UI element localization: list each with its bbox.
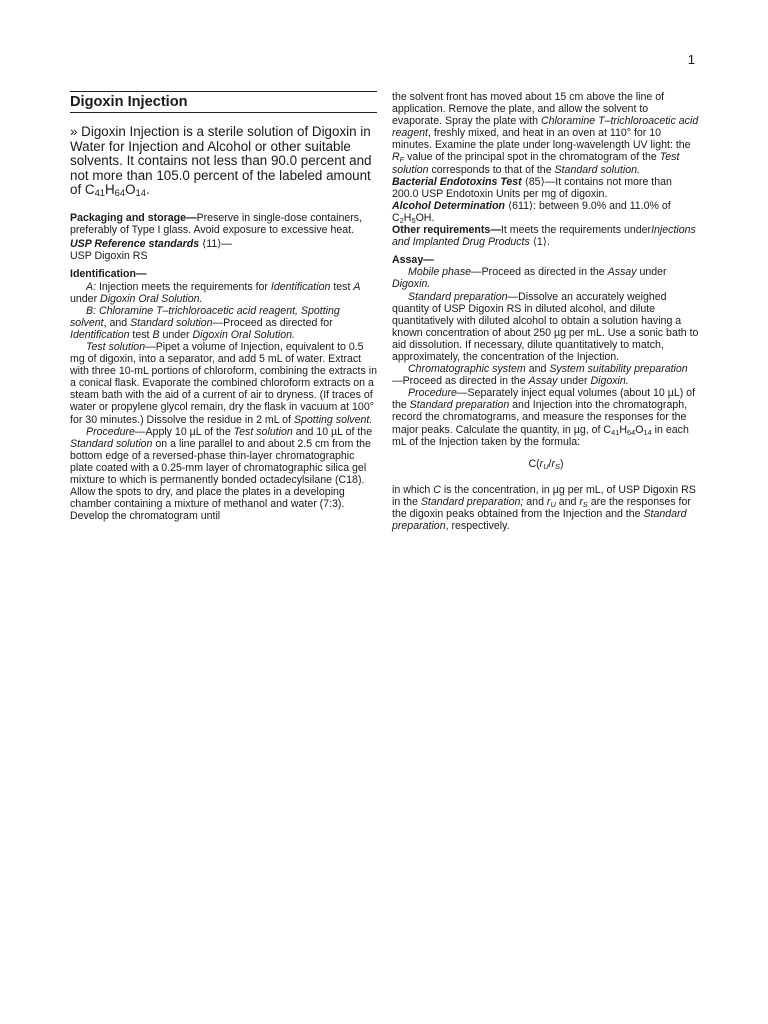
alcohol-determination: Alcohol Determination ⟨611⟩: between 9.0% and 11.0% of $C_2H_5OH$.: [392, 199, 671, 225]
assay-formula: $C(r_U/r_S)$: [528, 457, 564, 471]
test-solution-paragraph: Test solution—Pipet a volume of Injection, equivalent to 0.5 mg of digoxin, into a separator, and add 5 mL of water. Extract with three 10-mL portions of chloroform, combining the extracts in a conical flask. Evaporate the combined chloroform extracts on a steam bath with the aid of a current of air to dryness. (If traces of water or propylene glycol remain, dry the flask in vacuum at 100° for 30 minutes.) Dissolve the residue in 2 mL of Spotting solvent.: [70, 341, 377, 426]
bacterial-endotoxins-test: Bacterial Endotoxins Test ⟨85⟩—It contains not more than 200.0 USP Endotoxin Units per mg of digoxin.: [392, 175, 672, 200]
right-column: [392, 91, 700, 532]
procedure-paragraph: Procedure—Apply 10 µL of the Test solution and 10 µL of the Standard solution on a line parallel to and about 2.5 cm from the bottom edge of a reversed-phase thin-layer chromatographic plate coated with a 0.25-mm layer of chromatographic silica gel mixture to which is permanently bonded octadecylsilane (C18). Allow the spots to dry, and place the plates in a developing chamber containing a mixture of methanol and water (7:3). Develop the chromatogram until: [70, 425, 373, 523]
packaging-and-storage: Packaging and storage—Preserve in single-dose containers, preferably of Type I glass. Avoid exposure to excessive heat.: [70, 212, 363, 237]
formula-explanation: in which C is the concentration, in µg per mL, of USP Digoxin RS in the Standard preparation; and $r_U$ and $r_S$ are the responses for the digoxin peaks obtained from the Injection and the Standard preparation, respectively.: [392, 483, 696, 533]
assay-procedure-paragraph: Procedure—Separately inject equal volumes (about 10 µL) of the Standard preparation and Injection into the chromatograph, record the chromatograms, and measure the responses for the major peaks. Calculate the quantity, in µg, of $C_{41}H_{64}O_{14}$ in each mL of the Injection taken by the formula:: [392, 387, 696, 448]
chromatographic-system-paragraph: Chromatographic system and System suitability preparation —Proceed as directed in the Assay under Digoxin.: [392, 363, 688, 388]
assay-heading: Assay—: [392, 254, 434, 267]
standard-preparation-paragraph: Standard preparation—Dissolve an accurately weighed quantity of USP Digoxin RS in diluted alcohol, and dilute quantitatively with diluted alcohol to obtain a solution having a known concentration of about 250 µg per mL. Use a sonic bath to aid dissolution. If necessary, dilute quantitatively to match, approximately, the concentration of the Injection.: [392, 290, 699, 363]
monograph-definition: » Digoxin Injection is a sterile solution of Digoxin in Water for Injection and Alcohol or other suitable solvents. It contains not less than 90.0 percent and not more than 105.0 percent of the labeled amount of $C_{41}H_{64}O_{14}$.: [70, 124, 372, 199]
mobile-phase-paragraph: Mobile phase—Proceed as directed in the Assay under Digoxin.: [392, 266, 667, 291]
procedure-continued: the solvent front has moved about 15 cm above the line of application. Remove the plate, and allow the solvent to evaporate. Spray the plate with Chloramine T–trichloroacetic acid reagent, freshly mixed, and heat in an oven at 110° for 10 minutes. Examine the plate under long-wavelength UV light: the $R_F$ value of the principal spot in the chromatogram of the Test solution corresponds to that of the Standard solution.: [392, 91, 699, 176]
monograph-title: Digoxin Injection: [70, 91, 377, 113]
usp-reference-standards: USP Reference standards ⟨11⟩—: [70, 238, 232, 251]
identification-test-b: B: Chloramine T–trichloroacetic acid reagent, Spotting solvent, and Standard solution—Proceed as directed for Identification test B under Digoxin Oral Solution.: [70, 304, 340, 341]
other-requirements: Other requirements—It meets the requirements underInjections and Implanted Drug Products ⟨1⟩.: [392, 224, 696, 249]
identification-heading: Identification—: [70, 268, 147, 281]
identification-test-a: A: Injection meets the requirements for Identification test A under Digoxin Oral Solution.: [70, 280, 361, 305]
left-column: [70, 91, 377, 522]
usp-reference-item: USP Digoxin RS: [70, 250, 148, 263]
page-number: 1: [687, 52, 695, 67]
